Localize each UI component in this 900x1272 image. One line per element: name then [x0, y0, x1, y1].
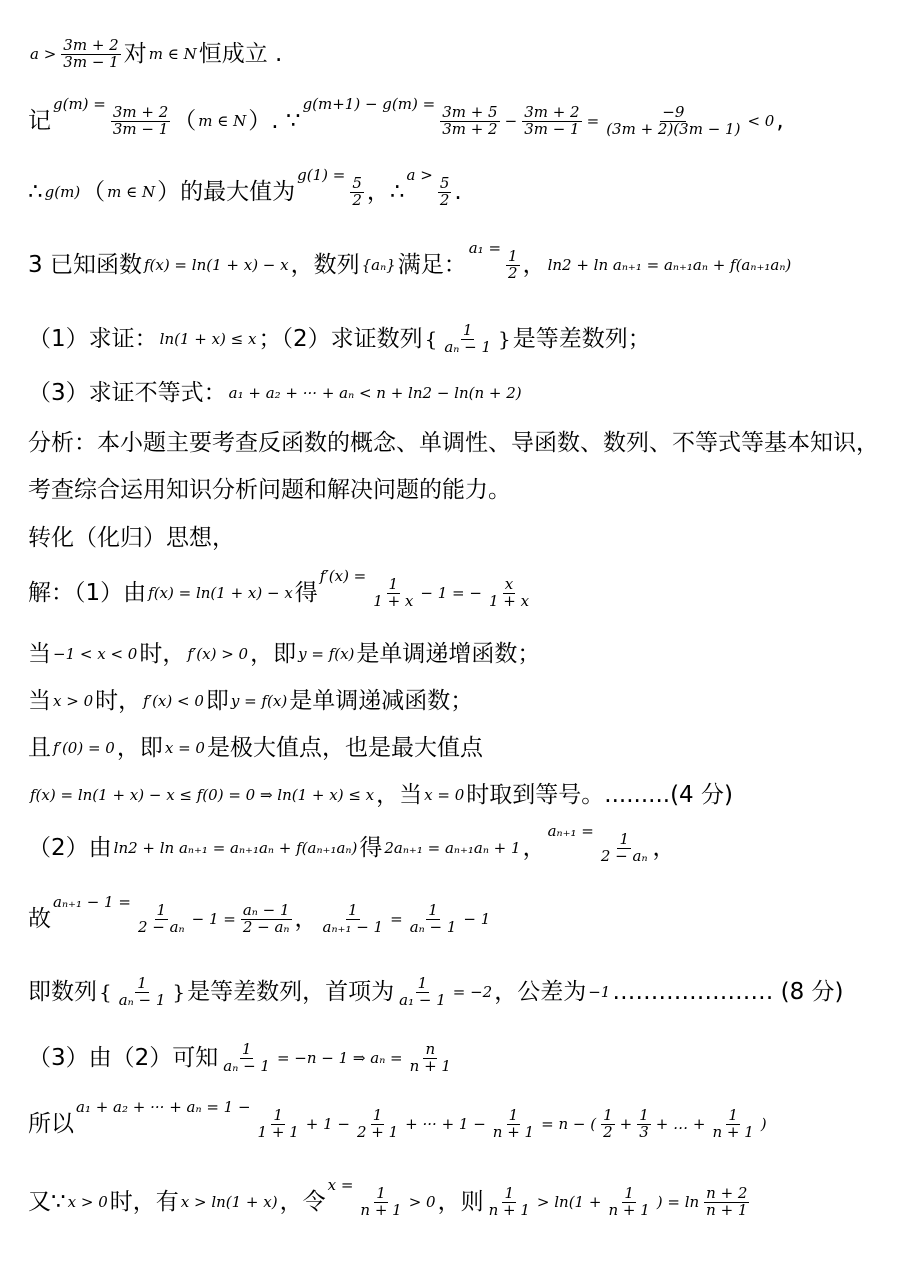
fraction [371, 577, 415, 610]
text-run: ， [522, 251, 546, 278]
text-run: ，当 [376, 782, 423, 808]
math-expression: {aₙ} [361, 255, 396, 274]
fraction-denominator: aₙ − 1 [444, 337, 492, 356]
text-run: 所以 [28, 1110, 74, 1137]
fraction [438, 176, 452, 209]
text-line [28, 95, 784, 138]
math-expression: − [504, 111, 518, 130]
math-expression: − 1 = − [420, 583, 482, 602]
math-expression: + ··· + 1 − [405, 1114, 486, 1133]
text-run: 解：（1）由 [28, 579, 147, 606]
math-expression: −1 < x < 0 [53, 645, 138, 663]
text-run: 是等差数列； [512, 325, 651, 352]
math-expression: m ∈ N [148, 44, 197, 63]
text-run: 时， [139, 641, 186, 667]
text-run: ，则 [437, 1188, 484, 1215]
text-line [28, 893, 492, 936]
text-run: , [776, 107, 784, 134]
text-run: （2）由 [28, 834, 112, 861]
fraction [241, 903, 292, 936]
fraction [256, 1108, 301, 1141]
fraction-numerator: 1 [348, 901, 358, 919]
text-line [28, 1098, 769, 1141]
fraction-denominator: a₁ − 1 [399, 990, 446, 1009]
fraction-numerator: x [504, 575, 514, 593]
math-expression: m ∈ N [107, 182, 156, 201]
text-run: ………………… (8 分) [612, 978, 844, 1005]
math-expression: − 1 = [191, 909, 236, 928]
text-run: （1）求证： [28, 325, 158, 352]
fraction [136, 903, 187, 936]
fraction-numerator: 1 [273, 1106, 283, 1124]
text-run: ， [522, 834, 546, 861]
fraction-numerator: 1 [603, 1106, 613, 1124]
fraction-denominator: 3 [639, 1122, 649, 1141]
fraction-denominator: aₙ − 1 [409, 917, 457, 936]
math-expression: f′(x) < 0 [143, 692, 204, 710]
text-run: 时， [95, 688, 142, 714]
fraction [487, 1186, 532, 1219]
math-expression: 2aₙ₊₁ = aₙ₊₁aₙ + 1 [384, 838, 521, 857]
text-line [28, 784, 733, 807]
text-run: 是等差数列，首项为 [187, 978, 395, 1005]
fraction [397, 976, 448, 1009]
math-expression: g(1) = [297, 166, 346, 184]
fraction-numerator: 1 [137, 974, 147, 992]
fraction-denominator: 2 [508, 263, 518, 282]
fraction-numerator: 1 [388, 575, 399, 593]
fraction [61, 38, 120, 71]
fraction-numerator: aₙ − 1 [242, 901, 290, 919]
fraction-numerator: 1 [372, 1106, 383, 1124]
fraction-numerator: −9 [662, 103, 685, 121]
fraction-denominator: n + 1 [409, 1056, 451, 1075]
text-run: 3 已知函数 [28, 251, 142, 278]
math-expression: x > 0 [67, 1192, 108, 1211]
math-expression: aₙ₊₁ = [547, 822, 594, 840]
fraction [117, 976, 168, 1009]
text-run: 考查综合运用知识分析问题和解决问题的能力。 [28, 477, 511, 503]
fraction [350, 176, 364, 209]
text-run: . [454, 178, 462, 205]
text-run: ，即 [250, 641, 297, 667]
fraction [506, 249, 520, 282]
math-expression: a > [406, 166, 433, 184]
math-expression: f(x) = ln(1 + x) − x [143, 255, 289, 274]
fraction [606, 1186, 651, 1219]
text-run: 且 [28, 735, 51, 761]
fraction [111, 105, 170, 138]
math-expression: a₁ + a₂ + ··· + aₙ < n + ln2 − ln(n + 2) [228, 384, 522, 402]
fraction-denominator: 1 + x [373, 591, 414, 610]
brace-symbol: { [99, 980, 112, 1005]
math-expression: + … + [655, 1114, 706, 1133]
math-expression: ) = ln [656, 1192, 700, 1211]
math-expression: g(m) [44, 182, 81, 201]
fraction-denominator: 2 − aₙ [137, 917, 185, 936]
math-expression: g(m) = [53, 95, 106, 113]
math-expression: f′(x) > 0 [187, 645, 249, 663]
fraction-numerator: 1 [462, 321, 473, 339]
text-line [28, 479, 511, 502]
fraction [487, 577, 531, 610]
fraction-denominator: 2 [352, 190, 362, 209]
text-run: 得 [359, 834, 383, 861]
math-expression: = n − ( [541, 1114, 597, 1133]
fraction [601, 1108, 615, 1141]
text-run: 当 [28, 688, 51, 714]
fraction [408, 903, 459, 936]
fraction-denominator: n + 1 [608, 1200, 650, 1219]
text-run: 故 [28, 905, 51, 932]
fraction-numerator: 1 [156, 901, 167, 919]
fraction-denominator: aₙ − 1 [223, 1056, 270, 1075]
math-expression: = −2 [452, 982, 493, 1001]
fraction [440, 105, 499, 138]
fraction-denominator: 3m + 2 [442, 119, 498, 138]
fraction-denominator: 2 − aₙ [242, 917, 290, 936]
text-line [28, 166, 462, 209]
text-line [28, 239, 793, 282]
text-run: ）的最大值为 [157, 178, 296, 205]
text-line [28, 1042, 456, 1075]
text-run: （3）求证不等式： [28, 380, 227, 406]
fraction-numerator: 3m + 2 [63, 36, 119, 54]
fraction-denominator: 1 + 1 [257, 1122, 299, 1141]
math-expression: > 0 [408, 1192, 436, 1211]
text-run: 满足： [397, 251, 467, 278]
math-expression: ln2 + ln aₙ₊₁ = aₙ₊₁aₙ + f(aₙ₊₁aₙ) [113, 838, 358, 857]
math-expression: = [586, 111, 600, 130]
text-run: 又∵ [28, 1188, 66, 1215]
fraction [637, 1108, 651, 1141]
text-run: ， [652, 834, 676, 861]
text-run: 是单调递增函数； [356, 641, 541, 667]
text-run: （3）由（2）可知 [28, 1044, 219, 1071]
text-run: ，即 [116, 735, 163, 761]
fraction-numerator: 3m + 5 [442, 103, 498, 121]
text-run: 转化（化归）思想， [28, 525, 235, 551]
text-line [28, 567, 534, 610]
fraction-numerator: 1 [417, 974, 428, 992]
text-run: 得 [294, 579, 318, 606]
math-expression: + 1 − [305, 1114, 350, 1133]
text-run: ；（2）求证数列 [258, 325, 423, 352]
fraction-numerator: 1 [508, 247, 518, 265]
fraction [358, 1186, 403, 1219]
text-run: 恒成立 . [198, 40, 283, 67]
math-expression: a > [30, 44, 57, 63]
fraction-numerator: 3m + 2 [112, 103, 169, 121]
fraction-denominator: 2 + 1 [356, 1122, 399, 1141]
fraction-numerator: 1 [504, 1184, 515, 1202]
text-run: ，公差为 [494, 978, 587, 1005]
text-line [28, 822, 676, 865]
text-run: ， [294, 905, 318, 932]
math-expression: x = 0 [164, 739, 205, 757]
fraction [604, 105, 742, 138]
fraction-denominator: (3m + 2)(3m − 1) [606, 119, 741, 138]
text-run: 是极大值点，也是最大值点 [206, 735, 483, 761]
fraction-denominator: aₙ₊₁ − 1 [322, 917, 384, 936]
fraction-denominator: n + 1 [360, 1200, 402, 1219]
math-expression: x > 0 [53, 692, 94, 710]
math-expression: ) [760, 1114, 767, 1133]
text-line [28, 690, 473, 713]
text-run: 即数列 [28, 978, 97, 1005]
math-expression: x = 0 [424, 786, 465, 804]
fraction-denominator: 1 + x [488, 591, 530, 610]
fraction-numerator: 1 [639, 1106, 649, 1124]
fraction-denominator: 2 − aₙ [600, 846, 648, 865]
math-expression: f(x) = ln(1 + x) − x ≤ f(0) = 0 ⇒ ln(1 + x) ≤ x [30, 786, 375, 804]
brace-symbol: { [424, 327, 438, 352]
math-expression: y = f(x) [298, 645, 355, 663]
fraction-denominator: n + 1 [712, 1122, 754, 1141]
math-expression: ln(1 + x) ≤ x [159, 329, 257, 348]
text-line [28, 737, 483, 760]
math-expression: −1 [588, 982, 611, 1001]
text-line [28, 323, 651, 356]
fraction-denominator: 2 [439, 190, 450, 209]
math-expression: g(m+1) − g(m) = [302, 95, 436, 113]
fraction-numerator: 5 [352, 174, 362, 192]
math-expression: aₙ₊₁ − 1 = [53, 893, 131, 911]
fraction [522, 105, 581, 138]
fraction-numerator: 3m + 2 [524, 103, 580, 121]
math-expression: x > ln(1 + x) [180, 1192, 278, 1211]
fraction [355, 1108, 400, 1141]
fraction-numerator: n + 2 [706, 1184, 748, 1202]
fraction [442, 323, 493, 356]
fraction-numerator: 5 [439, 174, 450, 192]
math-expression: + [619, 1114, 633, 1133]
brace-symbol: } [498, 327, 511, 352]
text-run: 是单调递减函数； [289, 688, 474, 714]
fraction-denominator: n + 1 [488, 1200, 530, 1219]
fraction-denominator: n + 1 [492, 1122, 535, 1141]
text-run: ，数列 [290, 251, 360, 278]
text-line [28, 643, 540, 666]
text-line [28, 527, 235, 550]
math-expression: = −n − 1 ⇒ aₙ = [276, 1048, 403, 1067]
fraction [710, 1108, 755, 1141]
fraction-numerator: 1 [508, 1106, 519, 1124]
math-expression: x = [327, 1176, 354, 1194]
fraction [321, 903, 386, 936]
text-line [28, 976, 844, 1009]
text-run: 即 [205, 688, 229, 714]
text-run: 对 [123, 40, 147, 67]
fraction-denominator: 3m − 1 [63, 52, 119, 71]
text-line [28, 1176, 752, 1219]
text-run: ，∴ [366, 178, 405, 205]
fraction [704, 1186, 749, 1219]
text-run: （ [82, 178, 106, 205]
math-expression: − 1 [463, 909, 491, 928]
text-line [28, 432, 879, 455]
fraction-numerator: 1 [376, 1184, 386, 1202]
fraction-denominator: aₙ − 1 [118, 990, 166, 1009]
text-run: 时取到等号。.........(4 分) [466, 782, 733, 808]
math-expression: > ln(1 + [536, 1192, 602, 1211]
math-expression: < 0 [747, 111, 775, 130]
fraction-denominator: 3m − 1 [112, 119, 169, 138]
math-expression: f(x) = ln(1 + x) − x [148, 583, 293, 602]
math-expression: = [390, 909, 403, 928]
fraction-denominator: 2 [603, 1122, 613, 1141]
math-expression: ln2 + ln aₙ₊₁ = aₙ₊₁aₙ + f(aₙ₊₁aₙ) [547, 255, 792, 274]
math-expression: m ∈ N [198, 111, 247, 130]
fraction [221, 1042, 272, 1075]
fraction [491, 1108, 536, 1141]
fraction [599, 832, 650, 865]
text-line [28, 382, 524, 405]
fraction [408, 1042, 453, 1075]
fraction-numerator: 1 [624, 1184, 634, 1202]
fraction-denominator: 3m − 1 [524, 119, 580, 138]
fraction-numerator: 1 [619, 830, 629, 848]
text-run: 时，有 [109, 1188, 179, 1215]
text-run: 记 [28, 107, 51, 134]
text-run: ）. ∵ [248, 107, 301, 134]
text-run: 分析：本小题主要考查反函数的概念、单调性、导函数、数列、不等式等基本知识， [28, 430, 879, 456]
text-run: ∴ [28, 178, 43, 205]
fraction-numerator: 1 [428, 901, 438, 919]
text-run: 当 [28, 641, 51, 667]
fraction-denominator: n + 1 [706, 1200, 748, 1219]
math-expression: f′(x) = [319, 567, 367, 585]
fraction-numerator: 1 [241, 1040, 252, 1058]
text-line [28, 38, 282, 71]
fraction-numerator: 1 [728, 1106, 738, 1124]
fraction-numerator: n [425, 1040, 436, 1058]
math-expression: y = f(x) [230, 692, 288, 710]
math-expression: f′(0) = 0 [53, 739, 115, 757]
brace-symbol: } [172, 980, 186, 1005]
math-expression: a₁ = [468, 239, 502, 257]
text-run: ，令 [279, 1188, 326, 1215]
text-run: （ [173, 107, 197, 134]
math-expression: a₁ + a₂ + ··· + aₙ = 1 − [76, 1098, 251, 1116]
